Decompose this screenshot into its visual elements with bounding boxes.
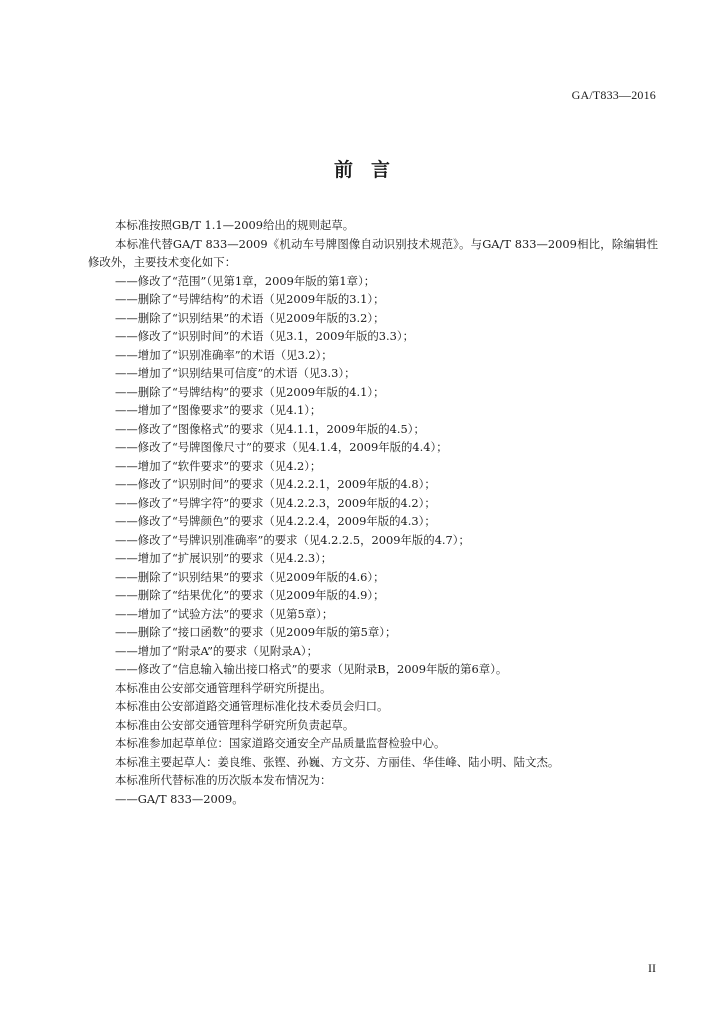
list-item: ——修改了“识别时间”的要求（见4.2.2.1，2009年版的4.8）； <box>115 477 436 491</box>
list-item: ——增加了“识别准确率”的术语（见3.2）； <box>115 347 333 362</box>
page-number: II <box>648 961 656 975</box>
list-item: ——修改了“范围”（见第1章，2009年版的第1章）； <box>115 273 376 288</box>
list-item: ——修改了“信息输入输出接口格式”的要求（见附录B，2009年版的第6章）。 <box>115 662 508 676</box>
list-item: ——删除了“接口函数”的要求（见2009年版的第5章）； <box>115 625 397 639</box>
paragraph-administrator: 本标准由公安部道路交通管理标准化技术委员会归口。 <box>115 699 389 713</box>
list-item: ——增加了“试验方法”的要求（见第5章）； <box>115 606 334 621</box>
paragraph-main-drafters: 本标准主要起草人：姜良维、张铿、孙巍、方文芬、方丽佳、华佳峰、陆小明、陆文杰。 <box>115 754 560 769</box>
list-item: ——增加了“扩展识别”的要求（见4.2.3）； <box>115 551 333 565</box>
list-item: ——修改了“号牌图像尺寸”的要求（见4.1.4，2009年版的4.4）； <box>115 440 448 454</box>
paragraph-drafting-organization: 本标准由公安部交通管理科学研究所负责起草。 <box>115 717 355 732</box>
list-item: ——修改了“号牌字符”的要求（见4.2.2.3，2009年版的4.2）； <box>115 495 436 510</box>
paragraph-drafting-rules: 本标准按照GB/T 1.1—2009给出的规则起草。 <box>115 218 355 232</box>
paragraph-replacement-notice: 本标准代替GA/T 833—2009《机动车号牌图像自动识别技术规范》。与GA/T 833—2009相比，除编辑性修改外，主要技术变化如下： <box>88 236 658 269</box>
page-title: 前言 <box>333 159 408 181</box>
paragraph-history-intro: 本标准所代替标准的历次版本发布情况为： <box>115 773 332 787</box>
list-item: ——修改了“号牌识别准确率”的要求（见4.2.2.5，2009年版的4.7）； <box>115 532 470 547</box>
foreword-body <box>88 216 658 808</box>
list-item: ——修改了“图像格式”的要求（见4.1.1，2009年版的4.5）； <box>115 421 425 436</box>
list-item: ——增加了“软件要求”的要求（见4.2）； <box>115 458 322 473</box>
list-item: ——删除了“号牌结构”的术语（见2009年版的3.1）； <box>115 292 385 306</box>
list-item: ——删除了“识别结果”的要求（见2009年版的4.6）； <box>115 569 385 584</box>
list-item: ——增加了“识别结果可信度”的术语（见3.3）； <box>115 366 356 380</box>
document-code-header: GA/T833—2016 <box>571 88 656 102</box>
list-item: ——增加了“附录A”的要求（见附录A）； <box>115 643 318 658</box>
paragraph-participating-organization: 本标准参加起草单位：国家道路交通安全产品质量监督检验中心。 <box>115 736 446 750</box>
list-item: ——删除了“结果优化”的要求（见2009年版的4.9）； <box>115 588 385 602</box>
list-item: ——修改了“号牌颜色”的要求（见4.2.2.4，2009年版的4.3）； <box>115 514 436 528</box>
list-item: ——修改了“识别时间”的术语（见3.1，2009年版的3.3）； <box>115 329 414 343</box>
list-item: ——GA/T 833—2009。 <box>115 791 244 806</box>
list-item: ——删除了“识别结果”的术语（见2009年版的3.2）； <box>115 310 385 325</box>
paragraph-proposer: 本标准由公安部交通管理科学研究所提出。 <box>115 680 332 695</box>
history-list <box>88 790 658 809</box>
list-item: ——删除了“号牌结构”的要求（见2009年版的4.1）； <box>115 384 385 399</box>
list-item: ——增加了“图像要求”的要求（见4.1）； <box>115 403 322 417</box>
changes-list <box>88 272 658 679</box>
